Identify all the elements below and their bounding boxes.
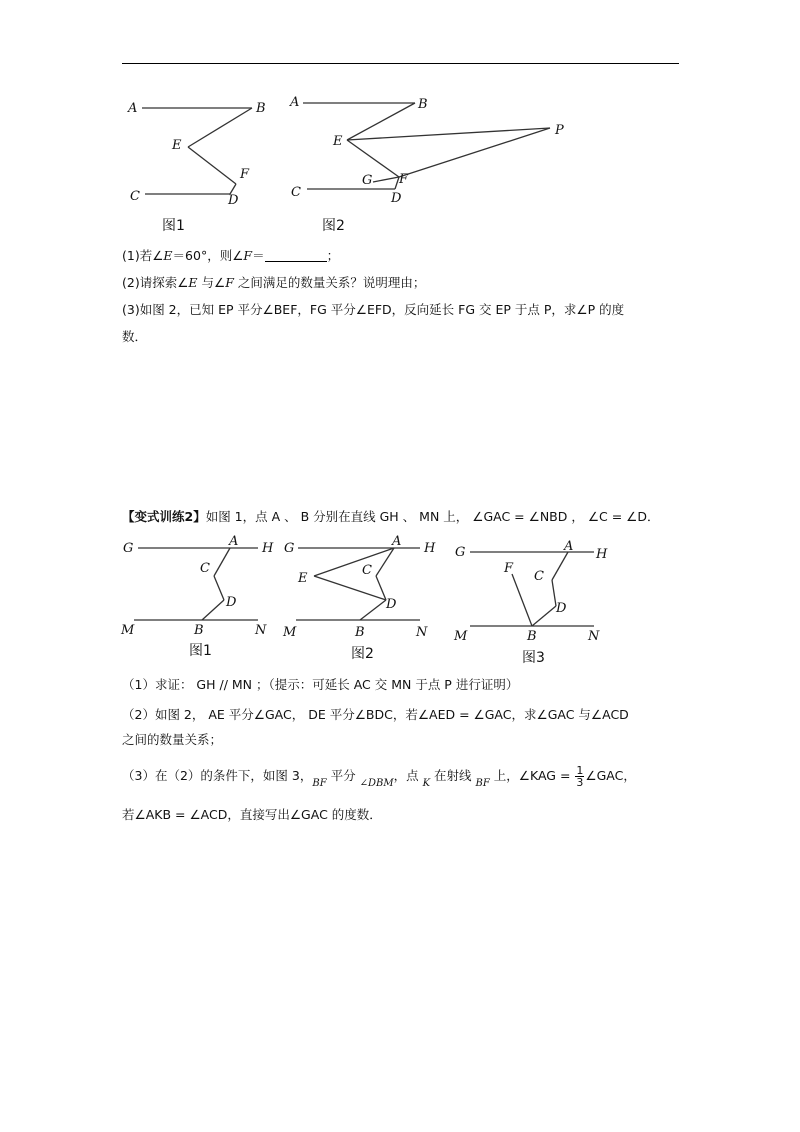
label-E: E [333, 134, 343, 149]
var-E: E [188, 275, 198, 290]
var-K: K [422, 778, 431, 789]
label-N: N [588, 629, 600, 644]
p2-question-3-line1 [122, 765, 636, 788]
var-F: F [243, 248, 253, 263]
label-B: B [527, 629, 537, 644]
label-P: P [555, 123, 564, 138]
p2-question-1: （1）求证： GH // MN ；（提示：可延长 AC 交 MN 于点 P 进行证明） [122, 677, 519, 692]
p1-question-3-line2: 数． [122, 329, 148, 344]
text: ＝60°，则∠ [172, 248, 244, 263]
text: ＝ [252, 248, 265, 263]
p2-question-3-line2: 若∠AKB = ∠ACD，直接写出∠GAC 的度数． [122, 807, 382, 822]
label-A: A [392, 534, 402, 549]
fraction-numerator: 1 [576, 764, 584, 777]
figure-caption: 图3 [522, 650, 545, 666]
p2-question-2-line2: 之间的数量关系； [122, 732, 223, 747]
label-G: G [362, 173, 373, 188]
label-F: F [240, 167, 250, 182]
fraction-denominator: 3 [576, 776, 584, 789]
label-A: A [564, 539, 574, 554]
label-B: B [355, 625, 365, 640]
p1-figure-2 [285, 92, 575, 242]
p2-intro [122, 508, 660, 526]
text: 在射线 [430, 768, 476, 783]
p2-figure-1 [118, 534, 278, 664]
label-N: N [255, 623, 267, 638]
fraction-one-third [575, 765, 584, 788]
label-A: A [128, 101, 138, 116]
text: (1)若∠ [122, 248, 164, 263]
label-A: A [229, 534, 239, 549]
label-D: D [391, 191, 402, 206]
text: （3）在（2）的条件下，如图 3， [122, 768, 313, 783]
label-D: D [226, 595, 237, 610]
label-E: E [298, 571, 308, 586]
text: (2)请探索∠ [122, 275, 189, 290]
label-E: E [172, 138, 182, 153]
p2-question-2-line1: （2）如图 2， AE 平分∠GAC， DE 平分∠BDC，若∠AED = ∠GAC，求∠GAC 与∠ACD [122, 707, 629, 722]
label-M: M [283, 625, 297, 640]
label-C: C [200, 561, 210, 576]
text: ； [326, 248, 340, 263]
label-G: G [284, 541, 295, 556]
label-H: H [262, 541, 274, 556]
text: ∠GAC， [585, 768, 636, 783]
label-D: D [386, 597, 397, 612]
section-title: 【变式训练2】 [122, 509, 206, 524]
figure-caption: 图1 [162, 218, 185, 234]
label-C: C [534, 569, 544, 584]
text: 平分 [326, 768, 360, 783]
figure-caption: 图2 [322, 218, 345, 234]
label-G: G [455, 545, 466, 560]
text: 之间满足的数量关系？说明理由； [233, 275, 426, 290]
label-C: C [362, 563, 372, 578]
p2-figure-3 [452, 534, 612, 669]
label-G: G [123, 541, 134, 556]
label-H: H [596, 547, 608, 562]
label-D: D [228, 193, 239, 208]
label-H: H [424, 541, 436, 556]
intro-text: 如图 1，点 A 、 B 分别在直线 GH 、 MN 上， ∠GAC = ∠NBD ， ∠C = ∠D． [205, 509, 660, 524]
label-D: D [556, 601, 567, 616]
var-E: E [163, 248, 173, 263]
var-angle-DBM: ∠DBM [359, 778, 394, 789]
p1-question-2 [122, 274, 425, 292]
header-rule [122, 63, 679, 64]
p1-question-3-line1: (3)如图 2，已知 EP 平分∠BEF，FG 平分∠EFD，反向延长 FG 交 EP 于点 P，求∠P 的度 [122, 302, 625, 317]
label-A: A [290, 95, 300, 110]
text: 上，∠KAG = [489, 768, 575, 783]
p1-figure-1 [120, 92, 280, 242]
figure-caption: 图2 [351, 646, 374, 662]
label-B: B [256, 101, 266, 116]
label-B: B [418, 97, 428, 112]
var-BF: BF [312, 778, 327, 789]
label-C: C [130, 189, 140, 204]
var-F: F [225, 275, 234, 290]
label-M: M [454, 629, 468, 644]
label-B: B [194, 623, 204, 638]
p1-question-1 [122, 247, 339, 265]
label-N: N [416, 625, 428, 640]
label-F: F [399, 172, 409, 187]
text: 与∠ [197, 275, 226, 290]
label-F: F [504, 561, 514, 576]
answer-blank[interactable] [265, 249, 327, 262]
text: ，点 [393, 768, 423, 783]
label-M: M [121, 623, 135, 638]
var-BF: BF [475, 778, 490, 789]
label-C: C [291, 185, 301, 200]
p2-figure-2 [280, 534, 440, 664]
figure-caption: 图1 [189, 643, 212, 659]
